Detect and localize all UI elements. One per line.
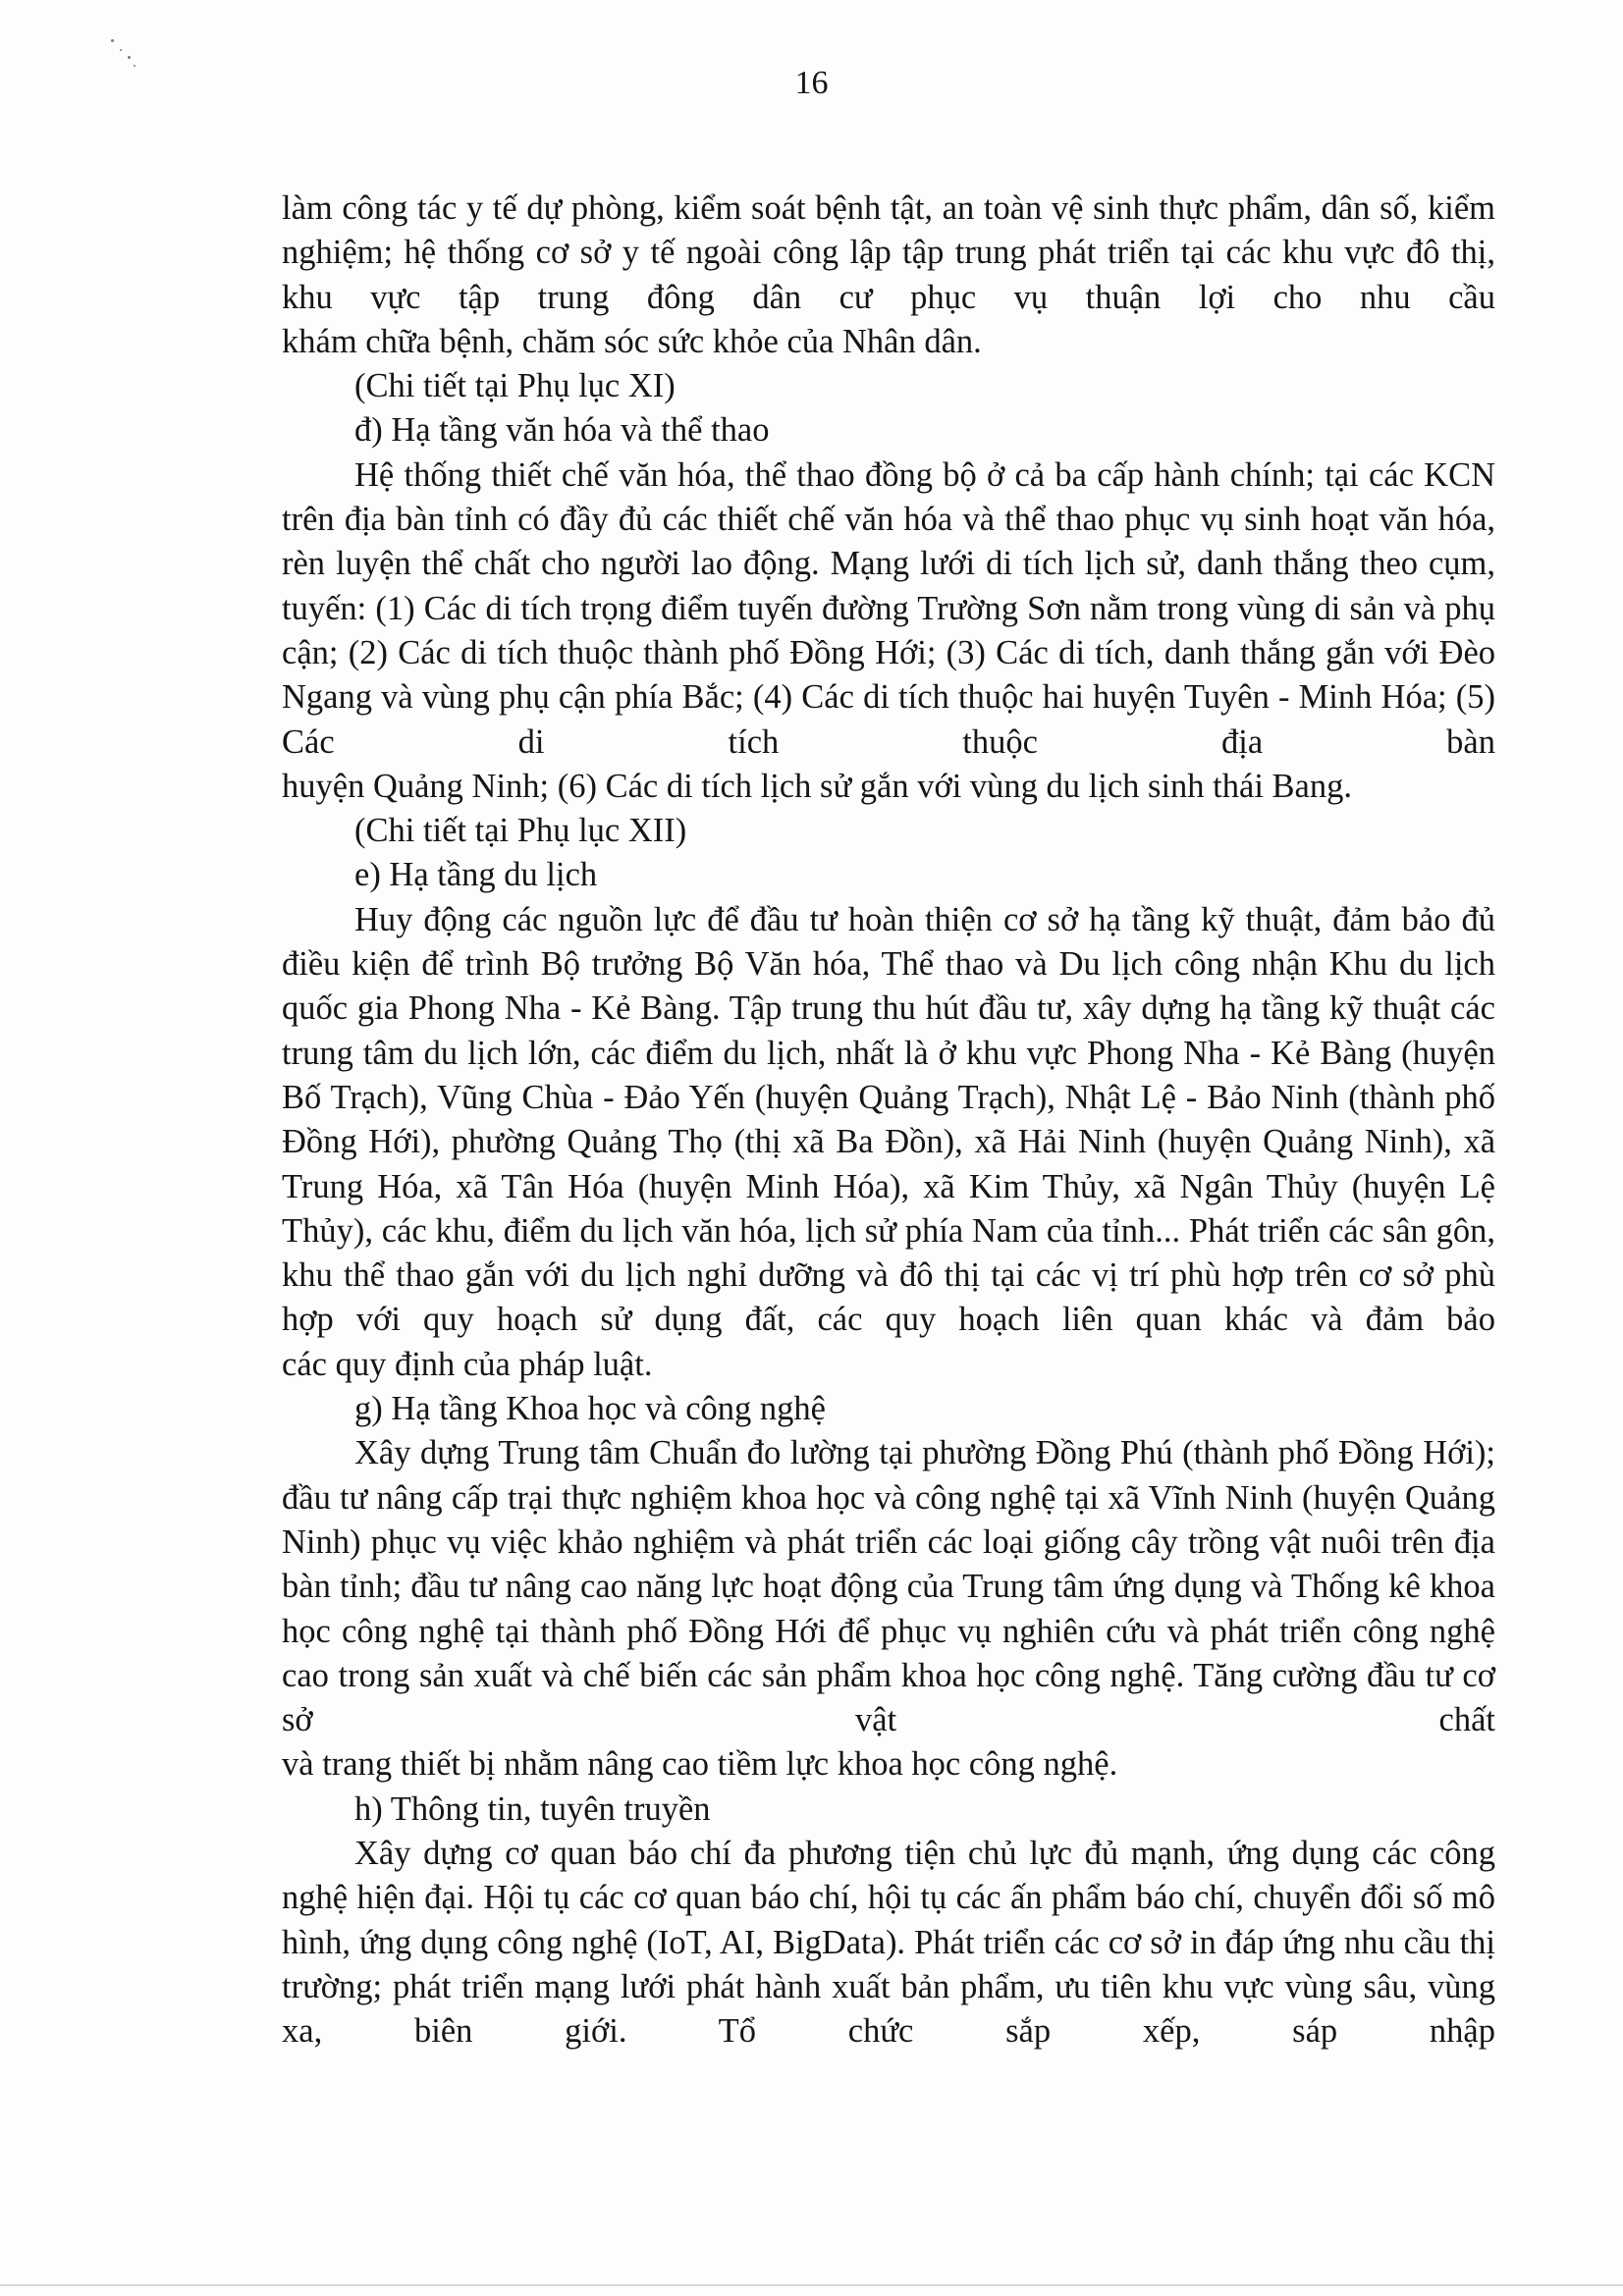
paragraph-health-continued: làm công tác y tế dự phòng, kiểm soát bệnh tật, an toàn vệ sinh thực phẩm, dân số, kiểm nghiệm; hệ thống cơ sở y tế ngoài công lập tập trung phát triển tại các khu vực đô thị, khu vực tập trung đông dân cư phục vụ thuận lợi cho nhu cầu <box>282 189 1496 316</box>
section-heading-culture-sport: đ) Hạ tầng văn hóa và thể thao <box>354 411 770 450</box>
paragraph-culture-sport-end: huyện Quảng Ninh; (6) Các di tích lịch sử gắn với vùng du lịch sinh thái Bang. <box>282 767 1352 805</box>
appendix-reference: (Chi tiết tại Phụ lục XI) <box>354 367 676 405</box>
scan-speck <box>128 56 131 59</box>
paragraph-tourism: Huy động các nguồn lực để đầu tư hoàn thiện cơ sở hạ tầng kỹ thuật, đảm bảo đủ điều kiện để trình Bộ trưởng Bộ Văn hóa, Thể thao và Du lịch công nhận Khu du lịch quốc gia Phong Nha - Kẻ Bàng. Tập trung thu hút đầu tư, xây dựng hạ tầng kỹ thuật các trung tâm du lịch lớn, các điểm du lịch, nhất là ở khu vực Phong Nha - Kẻ Bàng (huyện Bố Trạch), Vũng Chùa - Đảo Yến (huyện Quảng Trạch), Nhật Lệ - Bảo Ninh (thành phố Đồng Hới), phường Quảng Thọ (thị xã Ba Đồn), xã Hải Ninh (huyện Quảng Ninh), xã Trung Hóa, xã Tân Hóa (huyện Minh Hóa), xã Kim Thủy, xã Ngân Thủy (huyện Lệ Thủy), các khu, điểm du lịch văn hóa, lịch sử phía Nam của tỉnh... Phát triển các sân gôn, khu thể thao gắn với du lịch nghỉ dưỡng và đô thị tại các vị trí phù hợp trên cơ sở phù hợp với quy hoạch sử dụng đất, các quy hoạch liên quan khác và đảm bảo <box>282 900 1496 1339</box>
section-heading-information: h) Thông tin, tuyên truyền <box>354 1789 711 1828</box>
section-heading-tourism: e) Hạ tầng du lịch <box>354 856 598 894</box>
appendix-reference: (Chi tiết tại Phụ lục XII) <box>354 812 687 850</box>
paragraph-science-technology-end: và trang thiết bị nhằm nâng cao tiềm lực khoa học công nghệ. <box>282 1745 1118 1784</box>
paragraph-tourism-end: các quy định của pháp luật. <box>282 1345 653 1383</box>
paragraph-information: Xây dựng cơ quan báo chí đa phương tiện chủ lực đủ mạnh, ứng dụng các công nghệ hiện đại. Hội tụ các cơ quan báo chí, hội tụ các ấn phẩm báo chí, chuyển đổi số mô hình, ứng dụng công nghệ (IoT, AI, BigData). Phát triển các cơ sở in đáp ứng nhu cầu thị trường; phát triển mạng lưới phát hành xuất bản phẩm, ưu tiên khu vực vùng sâu, vùng xa, biên giới. Tổ chức sắp xếp, sáp nhập <box>282 1834 1496 2051</box>
paragraph-health-continued-end: khám chữa bệnh, chăm sóc sức khỏe của Nhân dân. <box>282 322 982 360</box>
page-number: 16 <box>794 65 829 101</box>
document-body <box>282 187 1495 2054</box>
scan-speck <box>120 49 122 51</box>
scan-speck <box>111 39 114 42</box>
scan-bottom-edge <box>0 2284 1623 2286</box>
section-heading-science-technology: g) Hạ tầng Khoa học và công nghệ <box>354 1390 826 1428</box>
paragraph-culture-sport: Hệ thống thiết chế văn hóa, thể thao đồng bộ ở cả ba cấp hành chính; tại các KCN trên địa bàn tỉnh có đầy đủ các thiết chế văn hóa và thể thao phục vụ sinh hoạt văn hóa, rèn luyện thể chất cho người lao động. Mạng lưới di tích lịch sử, danh thắng theo cụm, tuyến: (1) Các di tích trọng điểm tuyến đường Trường Sơn nằm trong vùng di sản và phụ cận; (2) Các di tích thuộc thành phố Đồng Hới; (3) Các di tích, danh thắng gắn với Đèo Ngang và vùng phụ cận phía Bắc; (4) Các di tích thuộc hai huyện Tuyên - Minh Hóa; (5) Các di tích thuộc địa bàn <box>282 455 1496 761</box>
paragraph-science-technology: Xây dựng Trung tâm Chuẩn đo lường tại phường Đồng Phú (thành phố Đồng Hới); đầu tư nâng cấp trại thực nghiệm khoa học và công nghệ tại xã Vĩnh Ninh (huyện Quảng Ninh) phục vụ việc khảo nghiệm và phát triển các loại giống cây trồng vật nuôi trên địa bàn tỉnh; đầu tư nâng cao năng lực hoạt động của Trung tâm ứng dụng và Thống kê khoa học công nghệ tại thành phố Đồng Hới để phục vụ nghiên cứu và phát triển công nghệ cao trong sản xuất và chế biến các sản phẩm khoa học công nghệ. Tăng cường đầu tư cơ sở vật chất <box>282 1434 1496 1739</box>
